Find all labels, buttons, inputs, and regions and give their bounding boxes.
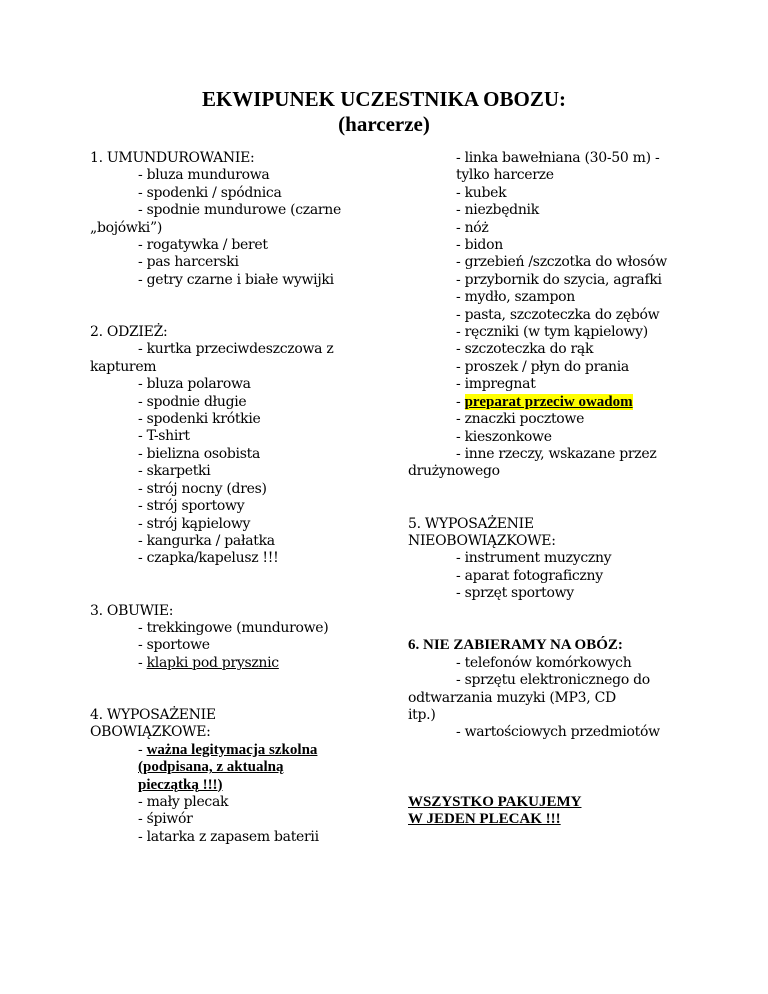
title-line-1: EKWIPUNEK UCZESTNIKA OBOZU:	[201, 87, 567, 111]
bold-underlined-item-text: ważna legitymacja szkolna	[146, 741, 318, 758]
section-2-heading: 2. ODZIEŻ:	[90, 324, 168, 341]
list-item: - pasta, szczoteczka do zębów	[456, 306, 660, 323]
list-item: - sprzęt sportowy	[456, 585, 574, 602]
list-item: - spodnie długie	[138, 393, 247, 410]
list-item: - rogatywka / beret	[138, 237, 268, 254]
section-1-heading: 1. UMUNDUROWANIE:	[90, 150, 255, 166]
underlined-item-text: klapki pod prysznic	[146, 654, 279, 671]
list-item-continuation: odtwarzania muzyki (MP3, CD	[408, 689, 616, 706]
list-item: - mydło, szampon	[456, 289, 575, 306]
list-item: - ręczniki (w tym kąpielowy)	[456, 324, 648, 341]
section-3-heading: 3. OBUWIE:	[90, 602, 174, 619]
list-item: - kubek	[456, 184, 507, 201]
section-5-heading-line-1: 5. WYPOSAŻENIE	[408, 515, 534, 532]
highlighted-item-text: preparat przeciw owadom	[464, 393, 633, 410]
list-item: - czapka/kapelusz !!!	[138, 550, 279, 567]
list-item: - linka bawełniana (30-50 m) -	[456, 150, 660, 166]
list-item: - bluza polarowa	[138, 376, 251, 393]
list-item: - znaczki pocztowe	[456, 411, 585, 428]
bold-underlined-item-text: pieczątką !!!)	[138, 776, 223, 793]
list-item-continuation: kapturem	[90, 358, 157, 375]
list-item: - instrument muzyczny	[456, 550, 612, 567]
list-item	[90, 655, 342, 672]
right-column	[408, 150, 667, 829]
closing-line-1: WSZYSTKO PAKUJEMY	[408, 793, 582, 810]
list-item: - proszek / płyn do prania	[456, 358, 629, 375]
list-item: - grzebień /szczotka do włosów	[456, 254, 667, 271]
bold-underlined-item-text: (podpisana, z aktualną	[138, 759, 284, 776]
list-item: - kurtka przeciwdeszczowa z	[138, 341, 334, 358]
list-item: - bluza mundurowa	[138, 167, 270, 184]
left-column	[90, 150, 342, 846]
list-item: - przybornik do szycia, agrafki	[456, 271, 662, 288]
list-item: - nóż	[456, 219, 489, 236]
list-item: - kangurka / pałatka	[138, 532, 275, 549]
list-item: - spodnie mundurowe (czarne	[138, 202, 341, 219]
list-item: - wartościowych przedmiotów	[456, 724, 660, 741]
item-dash: -	[138, 654, 147, 671]
list-item: - strój kąpielowy	[138, 515, 251, 532]
list-item: - spodenki / spódnica	[138, 184, 282, 201]
list-item: - impregnat	[456, 376, 536, 393]
section-6-heading: 6. NIE ZABIERAMY NA OBÓZ:	[408, 637, 623, 654]
closing-line-2: W JEDEN PLECAK !!!	[408, 811, 561, 828]
section-5-heading-line-2: NIEOBOWIĄZKOWE:	[408, 532, 556, 549]
item-dash: -	[138, 741, 147, 758]
list-item: - latarka z zapasem baterii	[138, 828, 319, 845]
list-item-continuation: tylko harcerze	[456, 167, 554, 184]
list-item: - skarpetki	[138, 463, 211, 480]
list-item: - mały plecak	[138, 793, 229, 810]
list-item: - getry czarne i białe wywijki	[138, 271, 334, 288]
document-title	[0, 87, 768, 137]
item-dash: -	[456, 393, 465, 410]
list-item: - trekkingowe (mundurowe)	[138, 619, 329, 636]
list-item-continuation: drużynowego	[408, 463, 500, 480]
list-item-continuation: „bojówki”)	[90, 219, 162, 236]
list-item: - niezbędnik	[456, 202, 539, 219]
section-4-heading-line-2: OBOWIĄZKOWE:	[90, 724, 211, 741]
list-item: - aparat fotograficzny	[456, 567, 603, 584]
list-item: - telefonów komórkowych	[456, 654, 632, 671]
list-item: - kieszonkowe	[456, 428, 552, 445]
list-item: - strój nocny (dres)	[138, 480, 267, 497]
list-item: - strój sportowy	[138, 498, 245, 515]
title-line-2: (harcerze)	[338, 112, 430, 136]
list-item: - szczoteczka do rąk	[456, 341, 594, 358]
list-item-continuation: itp.)	[408, 706, 436, 723]
list-item: - inne rzeczy, wskazane przez	[456, 445, 657, 462]
list-item: - spodenki krótkie	[138, 411, 261, 428]
list-item: - sprzętu elektronicznego do	[456, 672, 650, 689]
section-4-heading-line-1: 4. WYPOSAŻENIE	[90, 706, 216, 723]
list-item	[90, 742, 342, 759]
list-item: - bidon	[456, 237, 503, 254]
list-item: - bielizna osobista	[138, 445, 260, 462]
list-item: - T-shirt	[138, 428, 190, 445]
list-item: - śpiwór	[138, 811, 193, 828]
list-item	[408, 394, 653, 411]
list-item: - sportowe	[138, 637, 210, 654]
list-item: - pas harcerski	[138, 254, 239, 271]
